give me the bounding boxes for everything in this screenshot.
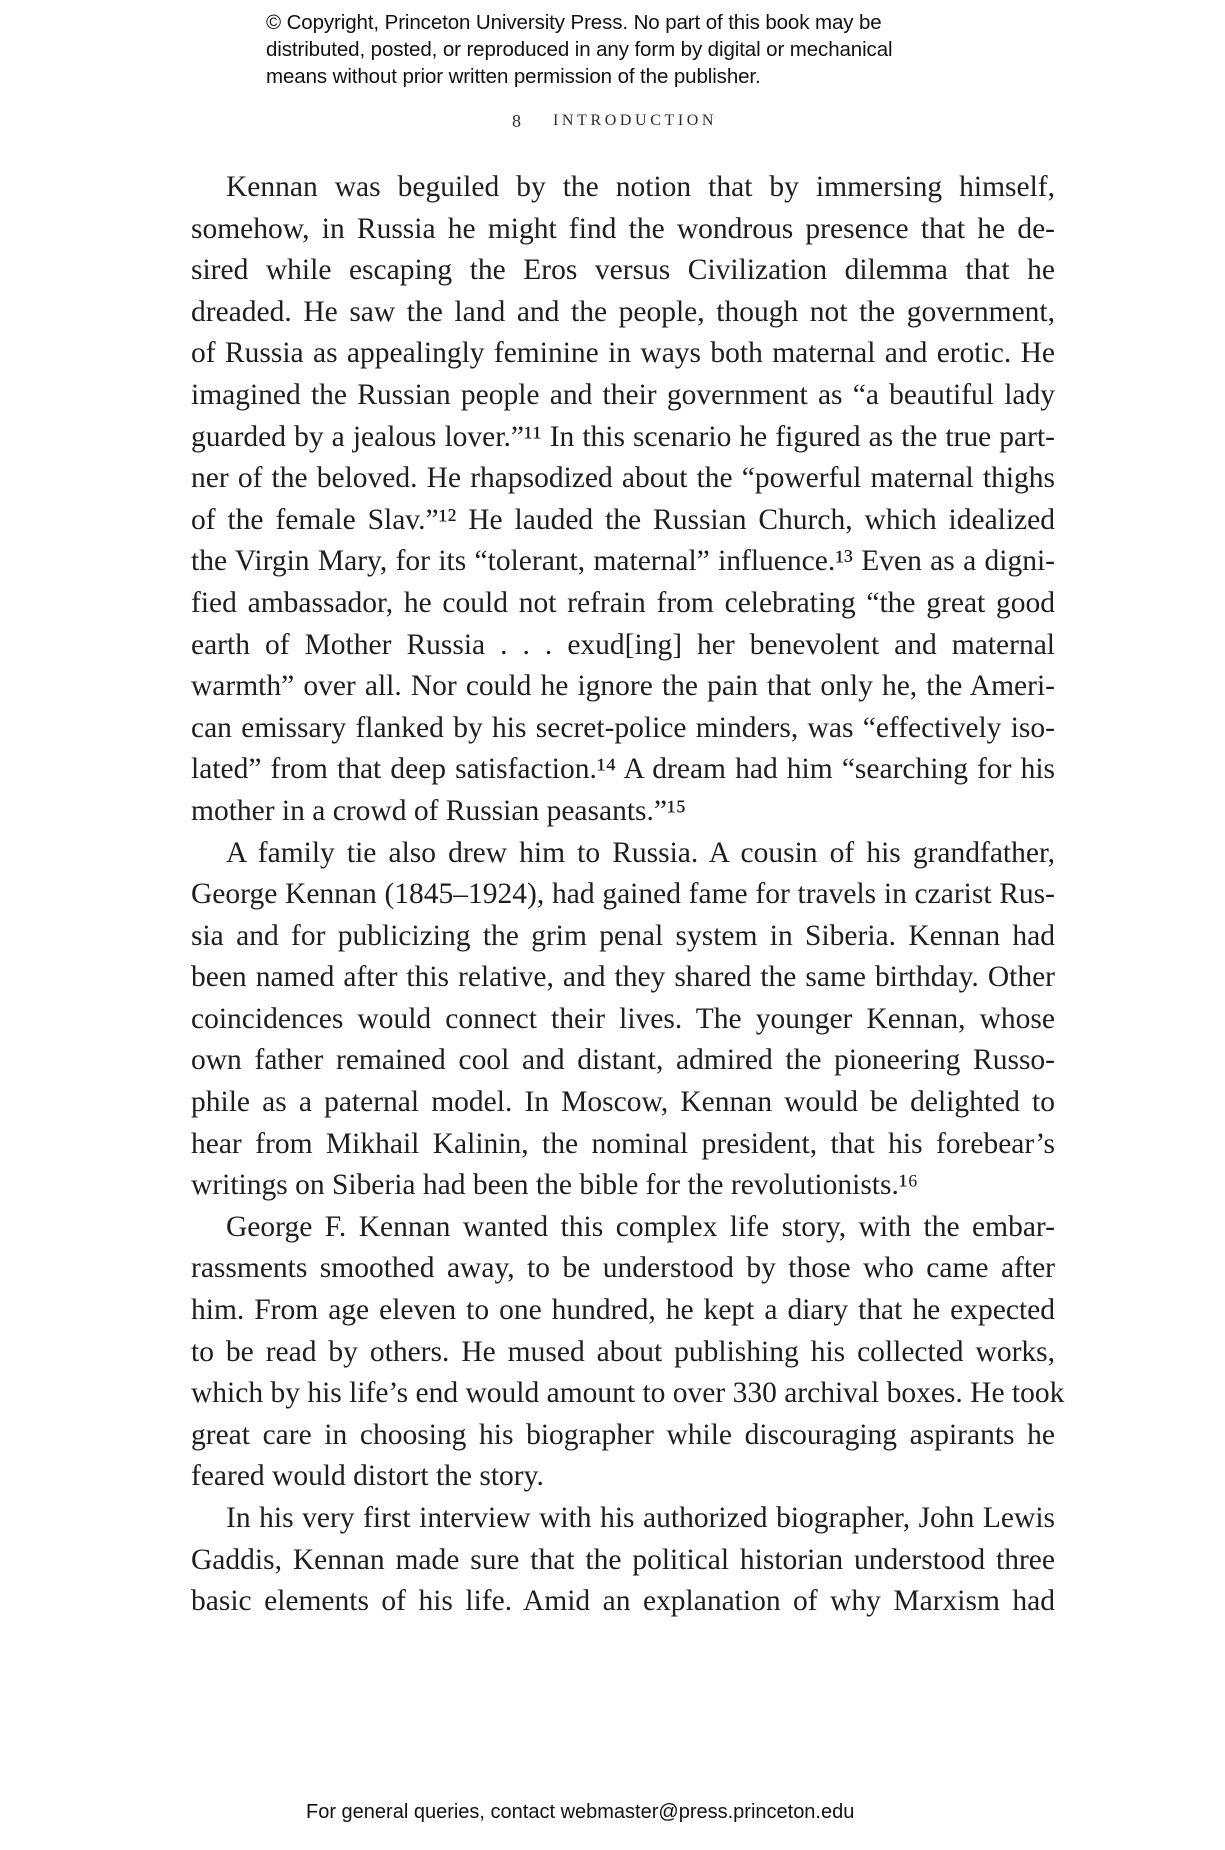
text-line: sia and for publicizing the grim penal system in Siberia. Kennan had [191, 919, 1055, 952]
text-line: of the female Slav.”¹² He lauded the Russian Church, which idealized [191, 503, 1055, 536]
text-line: earth of Mother Russia . . . exud[ing] her benevolent and maternal [191, 628, 1055, 661]
text-line: rassments smoothed away, to be understood by those who came after [191, 1252, 1055, 1285]
text-line: of Russia as appealingly feminine in ways both maternal and erotic. He [191, 337, 1055, 370]
text-line: which by his life’s end would amount to over 330 archival boxes. He took [191, 1377, 1065, 1410]
text-line: Kennan was beguiled by the notion that by immersing himself, [226, 171, 1055, 203]
text-line: great care in choosing his biographer while discouraging aspirants he [191, 1418, 1055, 1451]
text-line: mother in a crowd of Russian peasants.”¹⁵ [191, 794, 687, 827]
text-line: In his very first interview with his authorized biographer, John Lewis [226, 1502, 1055, 1534]
text-line: sired while escaping the Eros versus Civilization dilemma that he [191, 254, 1055, 287]
text-line: guarded by a jealous lover.”¹¹ In this scenario he figured as the true part- [191, 420, 1055, 453]
copyright-notice [266, 9, 986, 90]
text-line: own father remained cool and distant, admired the pioneering Russo- [191, 1044, 1055, 1077]
text-line: fied ambassador, he could not refrain from celebrating “the great good [191, 586, 1055, 619]
text-line: been named after this relative, and they shared the same birthday. Other [191, 961, 1055, 994]
text-line: the Virgin Mary, for its “tolerant, maternal” influence.¹³ Even as a digni- [191, 545, 1055, 578]
text-line: to be read by others. He mused about publishing his collected works, [191, 1335, 1055, 1368]
text-line: somehow, in Russia he might find the wondrous presence that he de- [191, 212, 1055, 245]
footer-text: For general queries, contact webmaster@press.princeton.edu [306, 1801, 855, 1823]
text-line: basic elements of his life. Amid an explanation of why Marxism had [191, 1585, 1055, 1618]
text-line: George Kennan (1845–1924), had gained fame for travels in czarist Rus- [191, 878, 1055, 911]
body-text [191, 167, 1065, 1623]
text-line: imagined the Russian people and their government as “a beautiful lady [191, 378, 1055, 411]
copyright-line: distributed, posted, or reproduced in any form by digital or mechanical [266, 38, 893, 61]
page-number: 8 [512, 111, 521, 131]
text-line: lated” from that deep satisfaction.¹⁴ A dream had him “searching for his [191, 753, 1055, 786]
text-line: him. From age eleven to one hundred, he kept a diary that he expected [191, 1294, 1055, 1327]
text-line: feared would distort the story. [191, 1460, 544, 1493]
text-line: ner of the beloved. He rhapsodized about the “powerful maternal thighs [191, 462, 1055, 495]
text-line: writings on Siberia had been the bible for the revolutionists.¹⁶ [191, 1169, 918, 1202]
text-line: Gaddis, Kennan made sure that the political historian understood three [191, 1543, 1055, 1576]
text-line: warmth” over all. Nor could he ignore the pain that only he, the Ameri- [191, 670, 1055, 703]
chapter-title: INTRODUCTION [553, 112, 718, 129]
text-line: phile as a paternal model. In Moscow, Kennan would be delighted to [191, 1086, 1055, 1119]
text-line: dreaded. He saw the land and the people, though not the government, [191, 295, 1055, 328]
text-line: hear from Mikhail Kalinin, the nominal president, that his forebear’s [191, 1127, 1055, 1160]
text-line: can emissary flanked by his secret-police minders, was “effectively iso- [191, 711, 1055, 744]
running-head [0, 111, 1225, 139]
copyright-line: means without prior written permission of the publisher. [266, 65, 761, 88]
text-line: A family tie also drew him to Russia. A cousin of his grandfather, [226, 836, 1055, 869]
copyright-line: © Copyright, Princeton University Press. No part of this book may be [266, 11, 882, 34]
text-line: George F. Kennan wanted this complex life story, with the embar- [226, 1210, 1055, 1243]
text-line: coincidences would connect their lives. The younger Kennan, whose [191, 1002, 1055, 1035]
